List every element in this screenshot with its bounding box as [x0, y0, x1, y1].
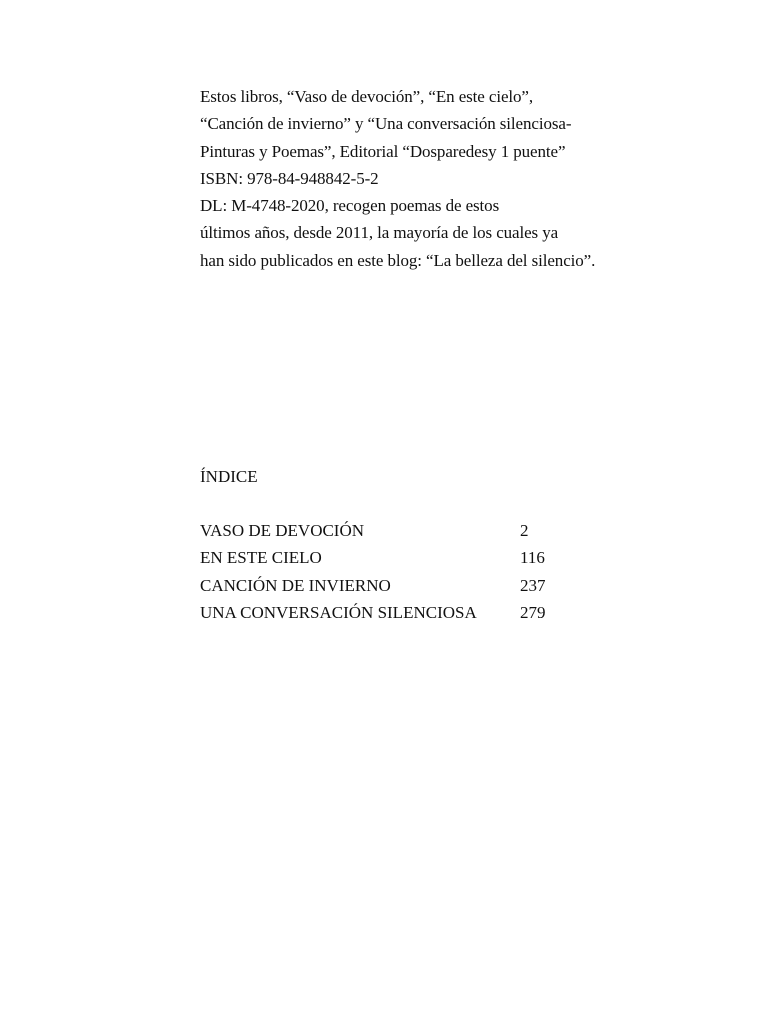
table-of-contents [200, 519, 620, 628]
toc-entry-title: VASO DE DEVOCIÓN [200, 521, 365, 540]
intro-line: “Canción de invierno” y “Una conversación silenciosa- [200, 114, 572, 134]
intro-line: Pinturas y Poemas”, Editorial “Dosparedesy 1 puente” [200, 141, 566, 161]
index-heading: ÍNDICE [200, 467, 258, 486]
toc-entry-page: 237 [520, 575, 546, 595]
toc-entry [200, 601, 620, 628]
toc-entry-title: CANCIÓN DE INVIERNO [200, 575, 391, 595]
toc-entry-page: 116 [520, 548, 545, 568]
legal-deposit-line: DL: M-4748-2020, recogen poemas de estos [200, 196, 500, 216]
isbn-line: ISBN: 978-84-948842-5-2 [200, 168, 379, 188]
intro-paragraph [200, 83, 720, 274]
toc-entry-title: UNA CONVERSACIÓN SILENCIOSA [200, 602, 477, 622]
toc-entry [200, 519, 620, 546]
toc-entry [200, 574, 620, 601]
intro-line: han sido publicados en este blog: “La belleza del silencio”. [200, 250, 596, 270]
intro-line: Estos libros, “Vaso de devoción”, “En este cielo”, [200, 87, 534, 106]
toc-entry [200, 546, 620, 573]
intro-line: últimos años, desde 2011, la mayoría de los cuales ya [200, 223, 559, 243]
toc-entry-page: 279 [520, 602, 546, 622]
toc-entry-title: EN ESTE CIELO [200, 548, 322, 568]
toc-entry-page: 2 [520, 521, 529, 540]
